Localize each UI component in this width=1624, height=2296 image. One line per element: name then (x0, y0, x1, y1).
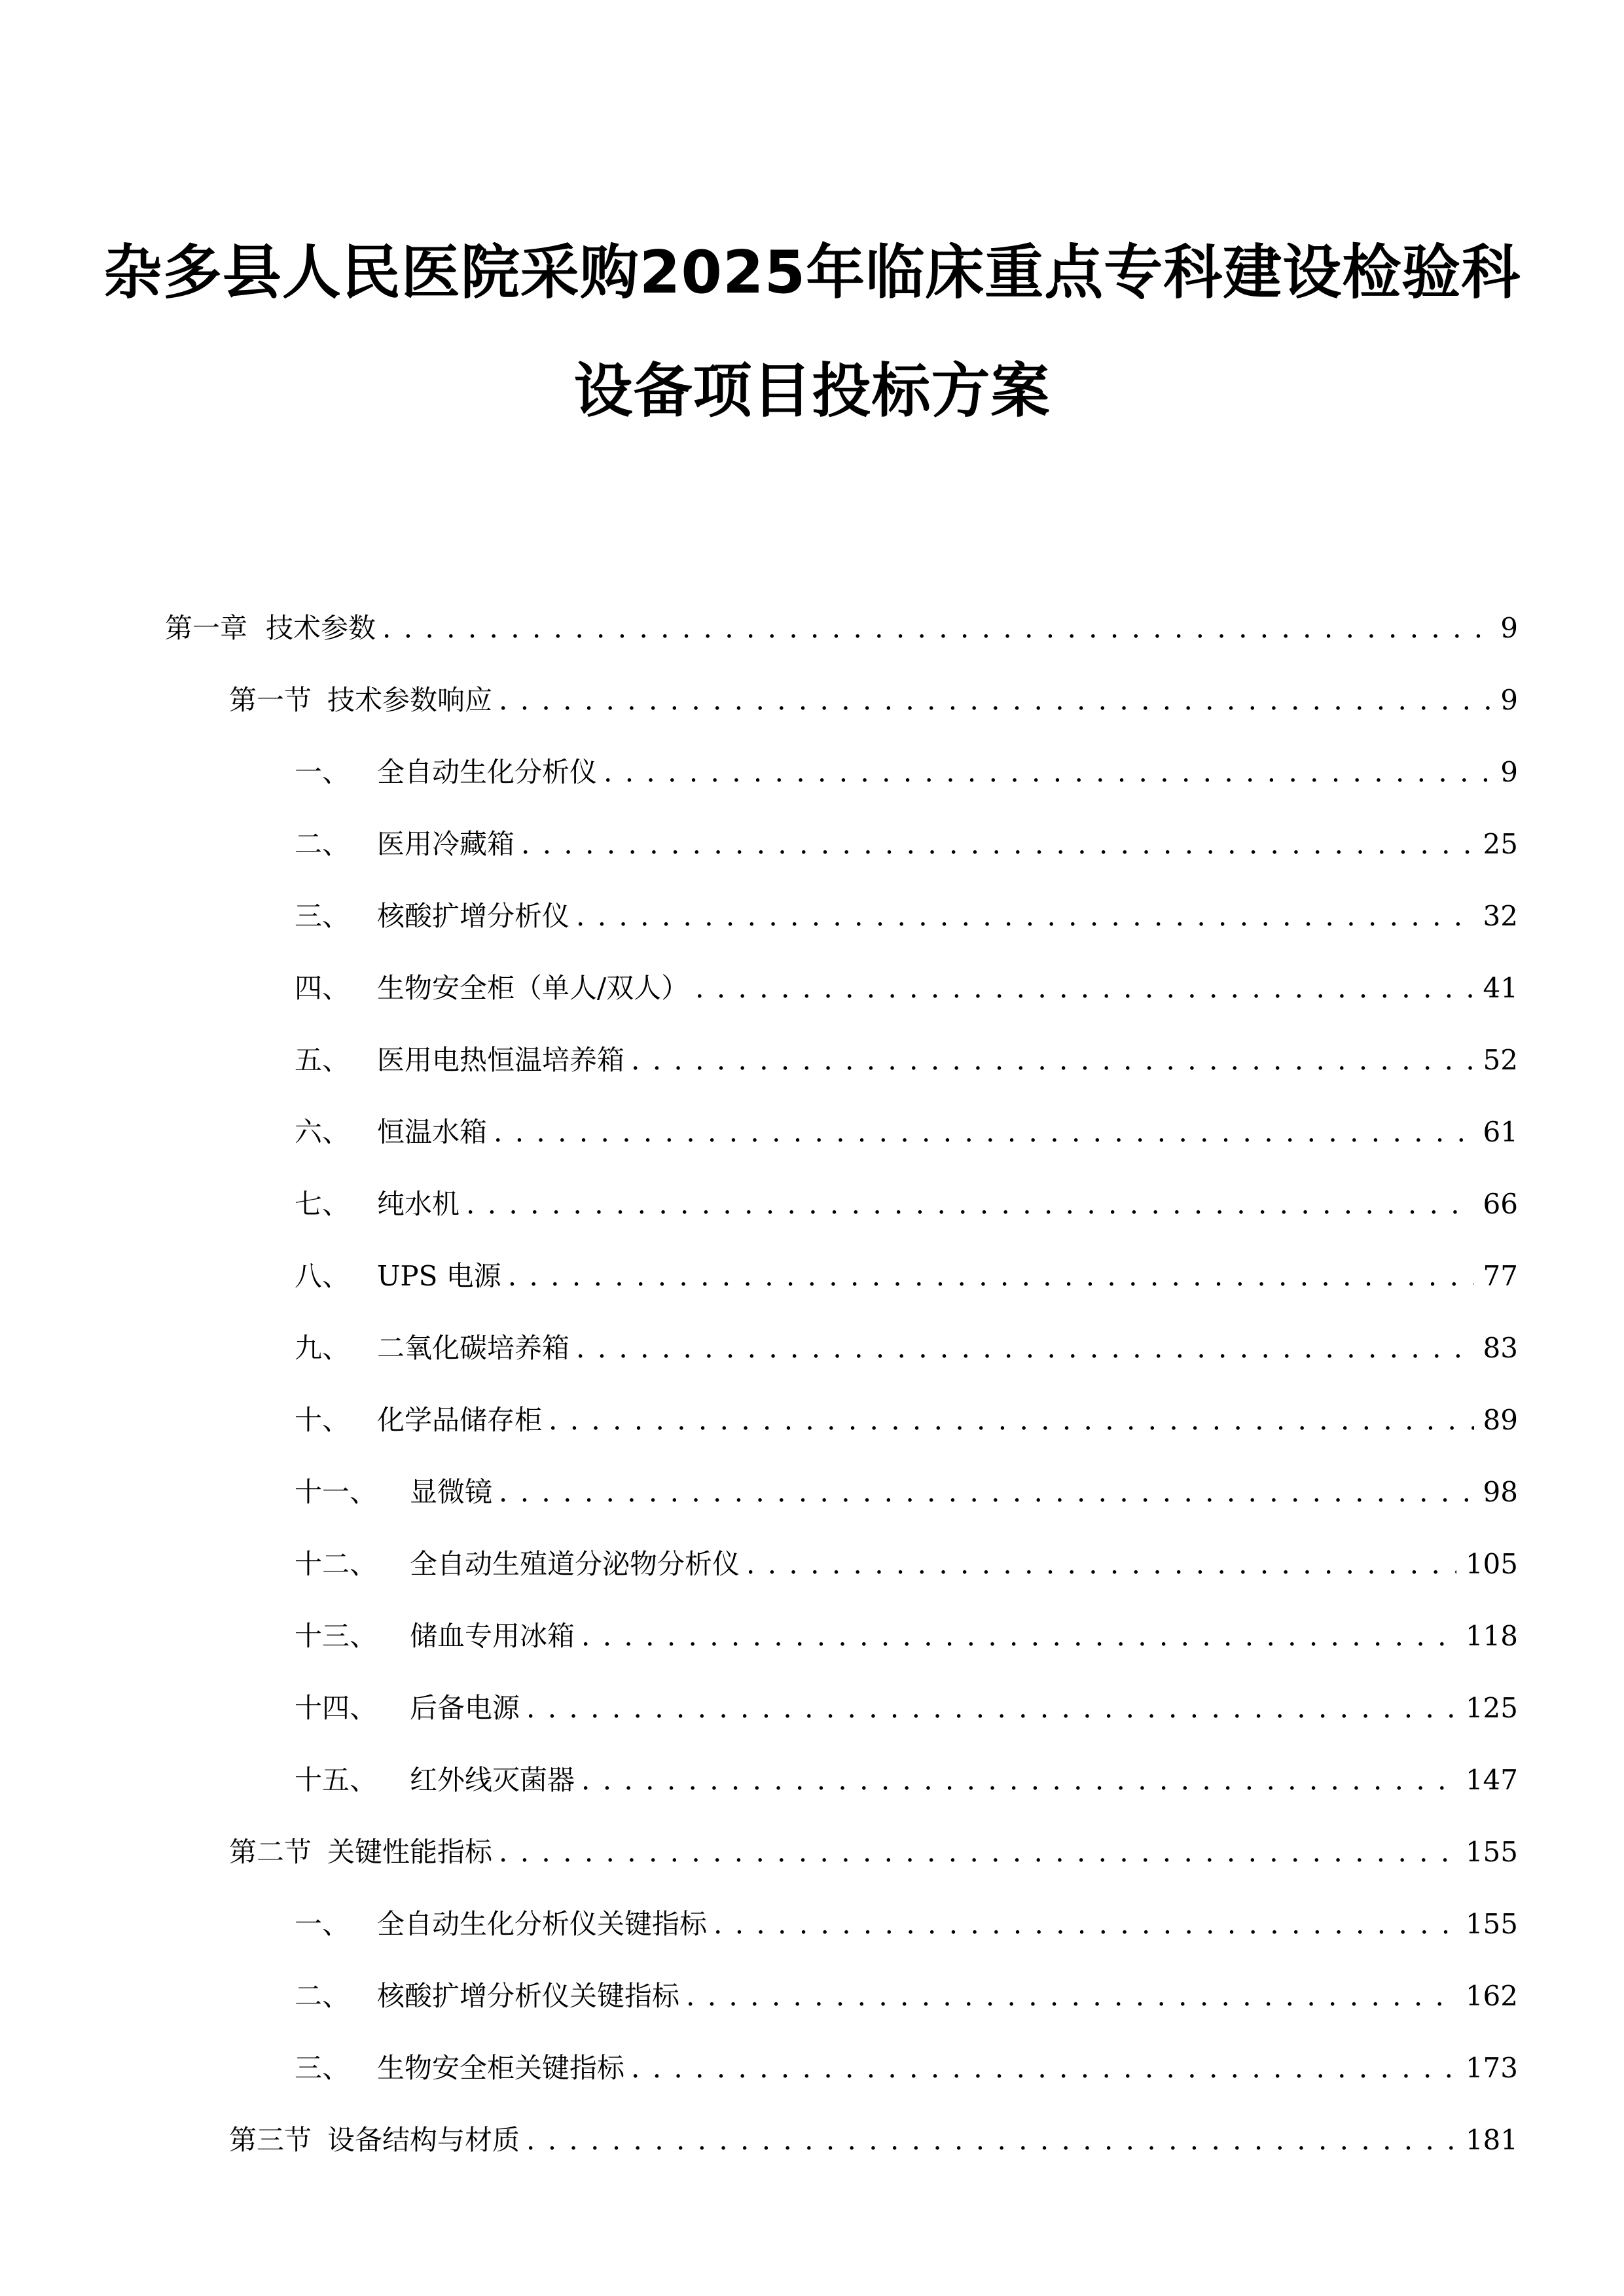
toc-entry[interactable] (295, 897, 1518, 936)
toc-entry[interactable] (295, 1473, 1518, 1512)
toc-entry-page: 41 (1483, 972, 1518, 1004)
toc-entry-label: 核酸扩增分析仪关键指标 (377, 1980, 680, 2012)
toc-dot-leader (549, 1401, 1474, 1440)
toc-entry-section-1[interactable] (229, 681, 1518, 720)
toc-entry-label: 显微镜 (410, 1476, 493, 1508)
toc-dot-leader (713, 1905, 1456, 1944)
toc-entry[interactable] (295, 1545, 1518, 1584)
toc-entry[interactable] (295, 825, 1518, 864)
toc-entry-page: 147 (1465, 1764, 1518, 1796)
toc-entry-number: 七、 (295, 1188, 350, 1220)
toc-entry-section-2[interactable] (229, 1833, 1518, 1872)
toc-entry-label: 红外线灭菌器 (410, 1764, 575, 1796)
toc-dot-leader (521, 825, 1474, 864)
toc-entry-page: 105 (1465, 1548, 1518, 1580)
toc-entry-label: 医用冷藏箱 (377, 828, 515, 860)
toc-entry-label: 二氧化碳培养箱 (377, 1332, 570, 1364)
toc-entry-number: 十、 (295, 1404, 350, 1436)
toc-dot-leader (382, 609, 1491, 648)
toc-entry[interactable] (295, 1257, 1518, 1296)
toc-entry-label: 核酸扩增分析仪 (377, 900, 570, 932)
toc-entry-label: 医用电热恒温培养箱 (377, 1044, 625, 1076)
toc-entry-number: 六、 (295, 1116, 350, 1148)
toc-entry-number: 十四、 (295, 1692, 378, 1724)
toc-dot-leader (526, 1689, 1456, 1728)
toc-entry[interactable] (295, 753, 1518, 792)
toc-dot-leader (695, 969, 1473, 1008)
toc-entry-page: 9 (1500, 756, 1518, 788)
toc-entry-label: 化学品储存柜 (377, 1404, 543, 1436)
toc-dot-leader (686, 1977, 1456, 2016)
toc-entry[interactable] (295, 1905, 1518, 1944)
toc-entry-number: 一、 (295, 1908, 350, 1940)
toc-entry-number: 第一章 (165, 612, 248, 644)
toc-dot-leader (576, 897, 1474, 936)
toc-entry-number: 三、 (295, 900, 350, 932)
toc-entry-number: 十一、 (295, 1476, 378, 1508)
toc-entry-page: 66 (1483, 1188, 1518, 1220)
toc-entry-label: 全自动生化分析仪关键指标 (377, 1908, 708, 1940)
toc-entry[interactable] (295, 2049, 1518, 2088)
toc-entry-number: 二、 (295, 1980, 350, 2012)
toc-entry-page: 83 (1483, 1332, 1518, 1364)
toc-entry-label: 恒温水箱 (377, 1116, 488, 1148)
toc-dot-leader (604, 753, 1491, 792)
toc-dot-leader (576, 1329, 1474, 1368)
toc-entry-number: 十三、 (295, 1620, 378, 1652)
toc-entry[interactable] (295, 1689, 1518, 1728)
toc-entry-label: 后备电源 (410, 1692, 520, 1724)
toc-entry-page: 9 (1500, 612, 1518, 644)
toc-entry-page: 125 (1465, 1692, 1518, 1724)
toc-dot-leader (631, 2049, 1456, 2088)
toc-dot-leader (466, 1185, 1474, 1224)
toc-entry-page: 32 (1483, 900, 1518, 932)
toc-entry[interactable] (295, 1401, 1518, 1440)
toc-entry[interactable] (295, 1761, 1518, 1800)
toc-entry-number: 十二、 (295, 1548, 378, 1580)
toc-entry-page: 98 (1483, 1476, 1518, 1508)
toc-entry-label: 关键性能指标 (327, 1836, 493, 1868)
toc-entry-page: 162 (1465, 1980, 1518, 2012)
toc-entry-number: 第二节 (229, 1836, 312, 1868)
toc-dot-leader (526, 2121, 1456, 2160)
toc-entry[interactable] (295, 1041, 1518, 1080)
toc-entry-label: 生物安全柜（单人/双人） (377, 972, 689, 1004)
toc-entry-label: UPS 电源 (377, 1260, 501, 1292)
toc-entry-page: 155 (1465, 1908, 1518, 1940)
toc-dot-leader (581, 1761, 1456, 1800)
toc-entry-page: 181 (1465, 2124, 1518, 2156)
toc-dot-leader (746, 1545, 1456, 1584)
toc-entry[interactable] (295, 969, 1518, 1008)
toc-entry-number: 四、 (295, 972, 350, 1004)
toc-entry[interactable] (295, 1617, 1518, 1656)
toc-entry-label: 纯水机 (377, 1188, 460, 1220)
toc-entry-section-3[interactable] (229, 2121, 1518, 2160)
toc-entry-number: 五、 (295, 1044, 350, 1076)
toc-entry-page: 52 (1483, 1044, 1518, 1076)
toc-entry-label: 生物安全柜关键指标 (377, 2052, 625, 2084)
toc-dot-leader (494, 1113, 1474, 1152)
toc-entry-page: 9 (1500, 684, 1518, 716)
toc-entry-page: 118 (1465, 1620, 1518, 1652)
toc-entry-number: 十五、 (295, 1764, 378, 1796)
toc-entry-page: 77 (1483, 1260, 1518, 1292)
toc-entry-page: 89 (1483, 1404, 1518, 1436)
toc-dot-leader (581, 1617, 1456, 1656)
toc-dot-leader (499, 1833, 1456, 1872)
toc-entry[interactable] (295, 1977, 1518, 2016)
toc-entry-page: 61 (1483, 1116, 1518, 1148)
toc-entry-number: 八、 (295, 1260, 350, 1292)
toc-entry-number: 九、 (295, 1332, 350, 1364)
toc-entry-label: 技术参数响应 (327, 684, 493, 716)
document-title-line-1: 杂多县人民医院采购2025年临床重点专科建设检验科 (103, 238, 1521, 307)
toc-entry-page: 155 (1465, 1836, 1518, 1868)
toc-entry[interactable] (295, 1329, 1518, 1368)
toc-entry-number: 一、 (295, 756, 350, 788)
toc-entry-number: 三、 (295, 2052, 350, 2084)
toc-entry-chapter-1[interactable] (165, 609, 1518, 648)
toc-entry-label: 储血专用冰箱 (410, 1620, 575, 1652)
toc-entry-number: 第三节 (229, 2124, 312, 2156)
toc-entry-label: 全自动生殖道分泌物分析仪 (410, 1548, 740, 1580)
toc-entry-label: 技术参数 (266, 612, 376, 644)
toc-dot-leader (631, 1041, 1474, 1080)
toc-entry-number: 第一节 (229, 684, 312, 716)
toc-dot-leader (499, 681, 1491, 720)
toc-entry-label: 全自动生化分析仪 (377, 756, 598, 788)
toc-dot-leader (499, 1473, 1474, 1512)
toc-entry-page: 173 (1465, 2052, 1518, 2084)
toc-entry-page: 25 (1483, 828, 1518, 860)
toc-entry-label: 设备结构与材质 (327, 2124, 520, 2156)
toc-entry-number: 二、 (295, 828, 350, 860)
toc-dot-leader (508, 1257, 1474, 1296)
toc-entry[interactable] (295, 1113, 1518, 1152)
toc-entry[interactable] (295, 1185, 1518, 1224)
document-title-line-2: 设备项目投标方案 (573, 357, 1051, 425)
